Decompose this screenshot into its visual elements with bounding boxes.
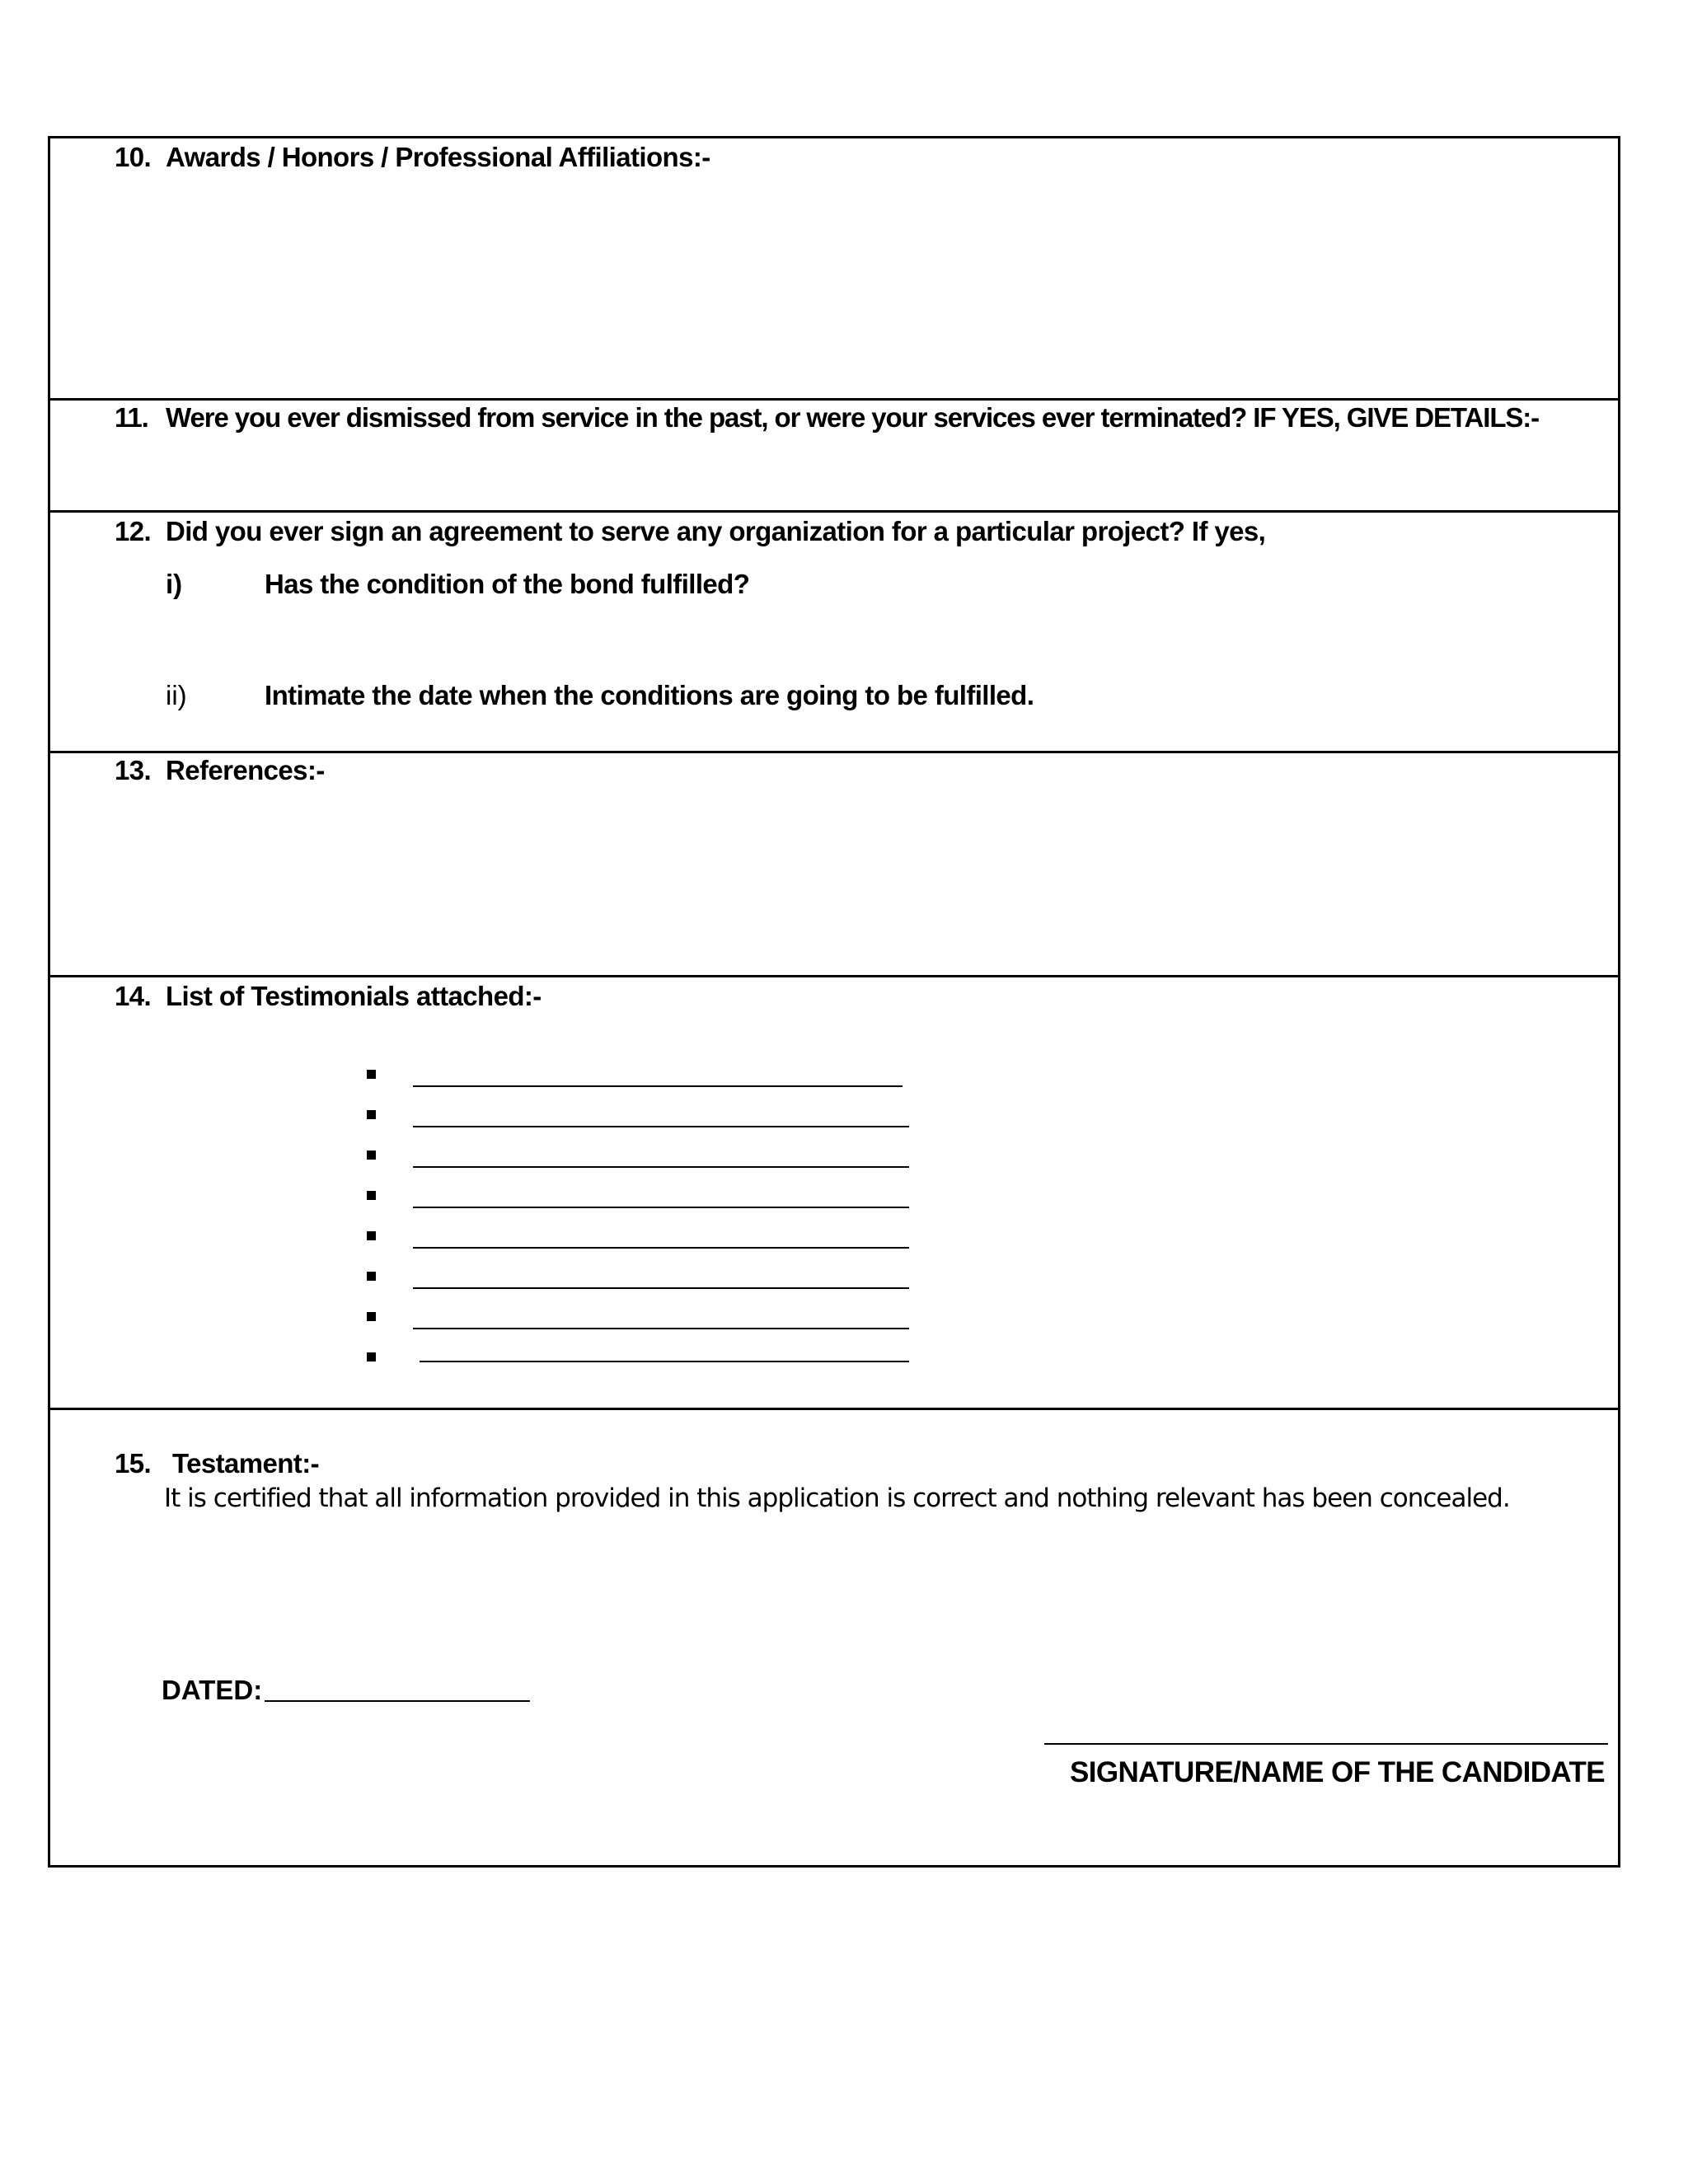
agreement-item-1-text: Has the condition of the bond fulfilled? — [265, 569, 750, 599]
testimonial-blank-field[interactable] — [413, 1287, 909, 1289]
testimonials-label: List of Testimonials attached:- — [166, 981, 542, 1011]
square-bullet-icon — [367, 1272, 376, 1281]
square-bullet-icon — [367, 1110, 376, 1119]
agreement-item-1-number: i) — [166, 569, 183, 599]
dismissal-number: 11. — [115, 402, 148, 433]
references-number: 13. — [115, 755, 152, 785]
agreement-section[interactable] — [50, 513, 1618, 753]
testimonial-blank-field[interactable] — [413, 1207, 909, 1208]
agreement-number: 12. — [115, 516, 152, 546]
square-bullet-icon — [367, 1312, 376, 1321]
signature-caption: SIGNATURE/NAME OF THE CANDIDATE — [1070, 1756, 1605, 1788]
square-bullet-icon — [367, 1352, 376, 1361]
application-form-table — [48, 136, 1620, 1868]
testimonial-blank-field[interactable] — [413, 1126, 909, 1127]
agreement-label: Did you ever sign an agreement to serve any organization for a particular project? If yes, — [166, 516, 1266, 546]
testimonials-heading — [115, 982, 542, 1010]
references-heading — [115, 757, 325, 784]
testament-section — [50, 1410, 1618, 1865]
dismissal-label: Were you ever dismissed from service in the past, or were your services ever terminated? IF YES, GIVE DETAILS:- — [166, 402, 1540, 433]
testimonial-blank-field[interactable] — [420, 1361, 909, 1362]
square-bullet-icon — [367, 1191, 376, 1200]
awards-section[interactable] — [50, 138, 1618, 401]
agreement-heading — [115, 518, 1265, 545]
testimonials-number: 14. — [115, 981, 152, 1011]
testimonial-blank-field[interactable] — [413, 1328, 909, 1329]
signature-field[interactable] — [1044, 1743, 1608, 1745]
testimonial-blank-field[interactable] — [413, 1247, 909, 1249]
certification-statement: It is certified that all information provided in this application is correct and nothing relevant has been concealed. — [164, 1483, 1510, 1513]
testament-number: 15. — [115, 1448, 152, 1479]
references-section[interactable] — [50, 753, 1618, 977]
references-label: References:- — [166, 755, 325, 785]
agreement-item-2-number: ii) — [166, 680, 187, 710]
testimonial-blank-field[interactable] — [413, 1085, 903, 1087]
dated-field[interactable] — [265, 1700, 530, 1702]
testament-heading — [115, 1450, 319, 1477]
agreement-item-2-text: Intimate the date when the conditions are going to be fulfilled. — [265, 680, 1034, 710]
square-bullet-icon — [367, 1070, 376, 1079]
awards-label: Awards / Honors / Professional Affiliations:- — [166, 142, 710, 172]
testament-label: Testament:- — [172, 1448, 319, 1479]
testimonials-section — [50, 977, 1618, 1410]
awards-heading — [115, 143, 710, 171]
square-bullet-icon — [367, 1231, 376, 1240]
awards-number: 10. — [115, 142, 152, 172]
square-bullet-icon — [367, 1151, 376, 1160]
dismissal-section[interactable] — [50, 401, 1618, 513]
testimonial-blank-field[interactable] — [413, 1166, 909, 1168]
dated-label: DATED: — [162, 1675, 263, 1705]
dismissal-heading — [115, 404, 1539, 431]
